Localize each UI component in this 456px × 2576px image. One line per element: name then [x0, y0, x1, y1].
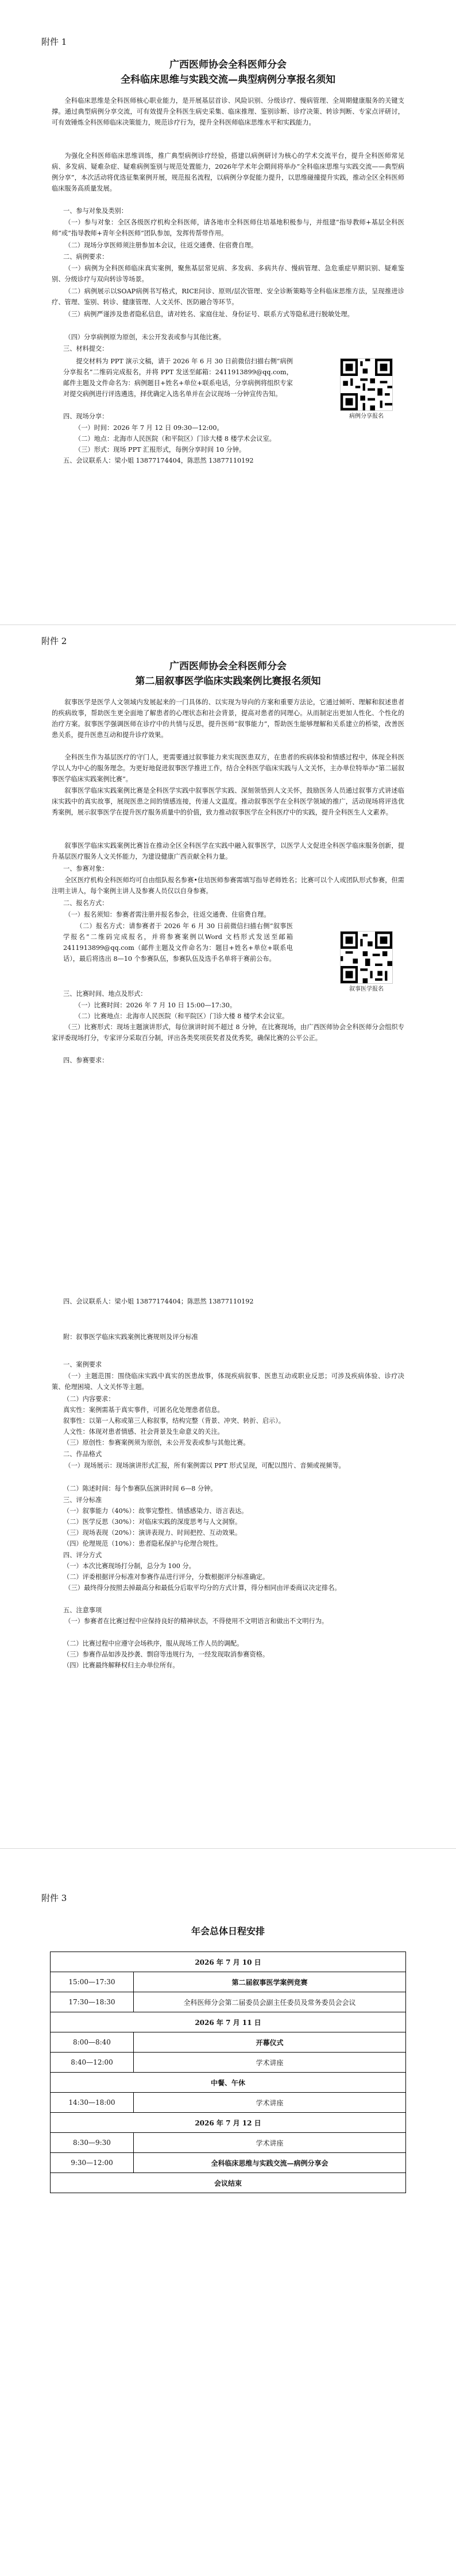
rule-line: 四、评分方式: [63, 1551, 102, 1559]
schedule-row: [51, 2032, 406, 2053]
schedule-row: [51, 2173, 406, 2193]
schedule-time: 14:30—18:00: [51, 2093, 134, 2113]
schedule-time: 17:30—18:30: [51, 1992, 134, 2012]
section-divider: [0, 1848, 456, 1849]
annex2-item: （二）比赛地点：北海市人民医院（和平院区）门诊大楼 8 楼学术会议室。: [75, 1012, 289, 1020]
qr-code-icon: [341, 932, 392, 983]
annex2-contact: 四、会议联系人：梁小姐 13877174404；陈思然 13877110192: [63, 1298, 254, 1305]
schedule-content: 第二届叙事医学案例竞赛: [134, 1972, 406, 1992]
rule-line: （一）参赛者在比赛过程中应保持良好的精神状态，不得使用不文明语言和做出不文明行为。: [64, 1617, 329, 1625]
annex1-item: （一）时间：2026 年 7 月 12 日 09:30—12:00。: [75, 424, 223, 432]
schedule-row: [51, 1992, 406, 2012]
annex1-item: 一、参与对象及类别：: [63, 207, 127, 215]
rule-line: （一）主题范围：围绕临床实践中真实的医患故事，体现疾病叙事、医患互动或职业反思；可涉及疾病体验、诊疗决策、伦理困境、人文关怀等主题。: [52, 1372, 404, 1391]
schedule-content: 学术讲座: [134, 2093, 406, 2113]
rule-line: 真实性：案例需基于真实事件，可匿名化处理患者信息。: [63, 1406, 224, 1414]
rule-line: （三）原创性：参赛案例须为原创，未公开发表或参与其他比赛。: [63, 1439, 250, 1446]
schedule-time: 8:30—9:30: [51, 2133, 134, 2153]
rule-line: （一）现场展示：现场演讲形式汇报，所有案例需以 PPT 形式呈现，可配以图片、音频或视频等。: [64, 1462, 345, 1469]
annex2-intro3: 叙事医学临床实践案例比赛是全科医学实践中叙事医学实践、深刻领悟到人文关怀，鼓励医务人员通过叙事方式讲述临床实践中的真实故事，展现医患之间的情感连接，传递人文温度。推动叙事医学在全科医学领域的推广，活动现场将评选优秀案例，展示叙事医学在提升医疗服务质量中的价值，致力推动叙事医学在全科医疗中的实践，提升全科医生人文素养。: [52, 787, 404, 816]
rule-line: 叙事性：以第一人称或第三人称叙事，结构完整（背景、冲突、转折、启示）。: [63, 1417, 285, 1425]
annex1-item: （一）病例为全科医师临床真实案例，聚焦基层常见病、多发病、多病共存、慢病管理、急危重症早期识别、疑难鉴别、分级诊疗与双向转诊等场景。: [52, 265, 404, 283]
annex1-item: 三、材料提交：: [63, 345, 109, 352]
annex2-item: 全区医疗机构全科医师均可自由组队报名参赛•住培医师参赛需填写指导老师姓名；比赛可以个人或团队形式参赛，但需注明主讲人，每个案例主讲人及参赛人员仅以自身参赛。: [52, 876, 404, 895]
rule-line: （二）陈述时间：每个参赛队伍演讲时间 6—8 分钟。: [63, 1485, 217, 1492]
annex1-item: （二）地点：北海市人民医院（和平院区）门诊大楼 8 楼学术会议室。: [75, 435, 276, 443]
schedule-break: 会议结束: [51, 2173, 406, 2193]
annex1-title-line2: 全科临床思维与实践交流—典型病例分享报名须知: [121, 74, 335, 86]
rule-line: （四）比赛最终解释权归主办单位所有。: [63, 1662, 179, 1669]
schedule-row: [51, 1952, 406, 1972]
section-divider: [0, 624, 456, 625]
schedule-time: 9:30—12:00: [51, 2153, 134, 2173]
rule-line: （二）内容要求：: [63, 1395, 115, 1403]
annex1-item: （二）病例展示以SOAP病例书写格式，RICE问诊、原则/层次管理、安全诊断策略等全科临床思维方法，呈现推进诊疗、管理、鉴别、转诊、健康管理、人文关怀、医防融合等环节。: [52, 288, 404, 306]
schedule-date: 2026 年 7 月 10 日: [51, 1952, 406, 1972]
rule-line: （三）参赛作品如涉及抄袭、剽窃等违规行为，一经发现取消参赛资格。: [63, 1651, 269, 1658]
rule-line: （二）比赛过程中应遵守会场秩序，服从现场工作人员的调配。: [63, 1640, 244, 1647]
annex1-item: （三）形式：现场 PPT 汇报形式，每例分享时间 10 分钟。: [75, 446, 246, 453]
annex2-intro2: 全科医生作为基层医疗的守门人，更需要通过叙事能力来实现医患双方，在患者的疾病体验和情感过程中，体现全科医学以人为中心的服务理念。为更好地促进叙事医学推进工作，结合全科医学临床实践与人文关怀，主办单位特举办“第二届叙事医学临床实践案例比赛”。: [52, 754, 404, 783]
schedule-row: [51, 2133, 406, 2153]
schedule-time: 15:00—17:30: [51, 1972, 134, 1992]
annex2-item: （三）比赛形式：现场主题演讲形式，每位演讲时间不超过 8 分钟，在比赛现场，由广西医师协会全科医师分会组织专家评委现场打分，专家评分采取百分制，评出各类奖项获奖者及优秀奖，确保比赛的公平公正。: [52, 1023, 404, 1042]
rule-line: 五、注意事项: [63, 1607, 102, 1614]
annex2-item: （一）报名须知：参赛者需注册并报名参会，往返交通费、住宿费自理。: [64, 911, 270, 918]
rule-line: （二）评委根据评分标准对参赛作品进行评分，分数根据评分标准确定。: [63, 1573, 269, 1581]
annex2-qr-code[interactable]: [340, 931, 393, 984]
schedule-time: 8:00—8:40: [51, 2032, 134, 2053]
rule-line: （四）伦理规范（10%）：患者隐私保护与伦理合规性。: [63, 1540, 222, 1547]
rule-line: 二、作品格式: [63, 1450, 102, 1458]
schedule-row: [51, 2012, 406, 2032]
annex2-item: （一）比赛时间：2026 年 7 月 10 日 15:00—17:30。: [75, 1002, 237, 1009]
annex3-title: 年会总体日程安排: [191, 1926, 265, 1937]
schedule-row: [51, 2093, 406, 2113]
schedule-content: 学术讲座: [134, 2053, 406, 2073]
annex2-label: 附件 2: [41, 636, 67, 646]
rule-line: 人文性：体现对患者情感、社会背景及生命意义的关注。: [63, 1428, 224, 1436]
rule-line: （一）本次比赛现场打分制，总分为 100 分。: [63, 1562, 195, 1570]
schedule-content: 开幕仪式: [134, 2032, 406, 2053]
annex1-item: （三）病例严谨涉及患者隐私信息，请对姓名、家庭住址、身份证号、联系方式等隐私进行脱敏处理。: [64, 311, 354, 318]
annex1-item: 四、现场分享：: [63, 413, 109, 420]
schedule-break: 中餐、午休: [51, 2073, 406, 2093]
annex2-item: 三、比赛时间、地点及形式：: [63, 990, 147, 998]
schedule-date: 2026 年 7 月 11 日: [51, 2012, 406, 2032]
rule-line: （三）最终得分按照去掉最高分和最低分后取平均分的方式计算，得分相同由评委商议决定排名。: [64, 1584, 341, 1592]
schedule-content: 全科医师分会第二届委员会副主任委员及常务委员会会议: [134, 1992, 406, 2012]
annex2-intro4: 叙事医学临床实践案例比赛旨在推动全区全科医学在实践中融入叙事医学，以医学人文促进全科医学临床服务创新，提升基层医疗服务人文关怀能力，为建设健康广西贡献全科力量。: [52, 842, 404, 860]
annex1-qr-code[interactable]: [340, 358, 393, 411]
rule-line: 一、案例要求: [63, 1361, 102, 1368]
rule-line: （二）医学反思（30%）：对临床实践的深度思考与人文洞察。: [63, 1518, 242, 1526]
schedule-row: [51, 2153, 406, 2173]
schedule-content: 学术讲座: [134, 2133, 406, 2153]
schedule-content: 全科临床思维与实践交流—病例分享会: [134, 2153, 406, 2173]
annex1-qr-caption: 病例分享报名: [349, 413, 384, 420]
schedule-row: [51, 2073, 406, 2093]
annex1-item: （一）参与对象：全区各级医疗机构全科医师，请各地市全科医师住培基地积极参与，并组建“指导教师+基层全科医师”或“指导教师+青年全科医师”团队参加，发挥传帮带作用。: [52, 219, 404, 237]
annex1-label: 附件 1: [41, 37, 67, 47]
schedule-table: [50, 1952, 406, 2193]
qr-code-icon: [341, 359, 392, 410]
schedule-row: [51, 1972, 406, 1992]
annex2-item: 一、参赛对象：: [63, 865, 109, 872]
annex1-submission-text: 提交材料为 PPT 演示文稿，请于 2026 年 6 月 30 日前微信扫描右侧“病例分享报名”二维码完成报名，并将 PPT 发送至邮箱：2411913899@qq.com，邮件主题及文件命名为：病例题目+姓名+单位+联系电话，分享病例将组织专家对提交病例进行评选遴选，择优确定入选名单并在会议现场一分钟宣传告知。: [63, 358, 293, 398]
annex1-item: （二）现场分享医师须注册参加本会议，往返交通费、住宿费自理。: [64, 242, 258, 249]
annex1-title-line1: 广西医师协会全科医师分会: [169, 59, 287, 71]
annex1-item: 二、病例要求：: [63, 253, 109, 261]
annex1-item: （四）分享病例原为原创，未公开发表或参与其他比赛。: [64, 333, 226, 341]
annex1-intro: 全科临床思维是全科医师核心职业能力，是开展基层首诊、风险识别、分级诊疗、慢病管理、全周期健康服务的关键支撑。通过典型病例分享交流，可有效提升全科医生病史采集、临床推理、鉴别诊断、诊疗决策、转诊判断、专家点评研讨，可有效锤炼全科医师临床决策能力，规范诊疗行为，提升全科医师临床思维水平和实践能力。: [52, 97, 404, 126]
annex2-title-line1: 广西医师协会全科医师分会: [169, 661, 287, 672]
schedule-row: [51, 2053, 406, 2073]
rule-line: 三、评分标准: [63, 1496, 102, 1504]
annex3-label: 附件 3: [41, 1893, 67, 1903]
annex2-item: 四、参赛要求：: [63, 1057, 109, 1064]
schedule-date: 2026 年 7 月 12 日: [51, 2113, 406, 2133]
annex1-intro2: 为强化全科医师临床思维训练，推广典型病例诊疗经验，搭建以病例研讨为核心的学术交流平台，提升全科医师常见病、多发病、疑难杂症、疑难病例鉴别与规范处置能力，2026年学术年会期间将举办“全科临床思维与实践交流——典型病例分享”，本次活动将优选征集案例开展，规范报名流程，以病例分享促能力提升，以思维碰撞提升实践，推动全区全科医师临床服务高质量发展。: [52, 152, 404, 192]
rule-line: （一）叙事能力（40%）：故事完整性、情感感染力、语言表达。: [63, 1507, 248, 1515]
annex2-registration-text: （二）报名方式：请参赛者于 2026 年 6 月 30 日前微信扫描右侧“叙事医学报名”二维码完成报名，并将参赛案例以Word 文档形式发送至邮箱 2411913899@qq.com（邮件主题及文件命名为：题目+姓名+单位+联系电话），最后将选出 8—10 个参赛队伍，参赛队伍及选手名单将于赛前公布。: [63, 922, 293, 963]
annex2-qr-caption: 叙事医学报名: [349, 986, 384, 992]
schedule-time: 8:40—12:00: [51, 2053, 134, 2073]
annex2-intro: 叙事医学是医学人文领域内发展起来的一门具体的、以实现为导向的方案和重要方法论，它通过倾听、理解和叙述患者的疾病故事，帮助医生更全面地了解患者的心理状态和社会背景，提高对患者的同理心。从而制定出更加人性化、个性化的治疗方案。叙事医学强调医师在诊疗中的共情与反思，提升医师“叙事能力”，帮助医生能够理解和关系建立的桥梁，改善医患关系，提升医患互动和提升诊疗效果。: [52, 699, 404, 739]
schedule-row: [51, 2113, 406, 2133]
annex2-title-line2: 第二届叙事医学临床实践案例比赛报名须知: [135, 676, 321, 687]
rule-line: （三）现场表现（20%）：演讲表现力、时间把控、互动效果。: [63, 1529, 242, 1537]
annex2-item: 二、报名方式：: [63, 899, 109, 907]
annex1-contact: 五、会议联系人：梁小姐 13877174404，陈思然 13877110192: [63, 457, 254, 464]
annex2-attach-title: 附：叙事医学临床实践案例比赛规则及评分标准: [63, 1333, 198, 1341]
